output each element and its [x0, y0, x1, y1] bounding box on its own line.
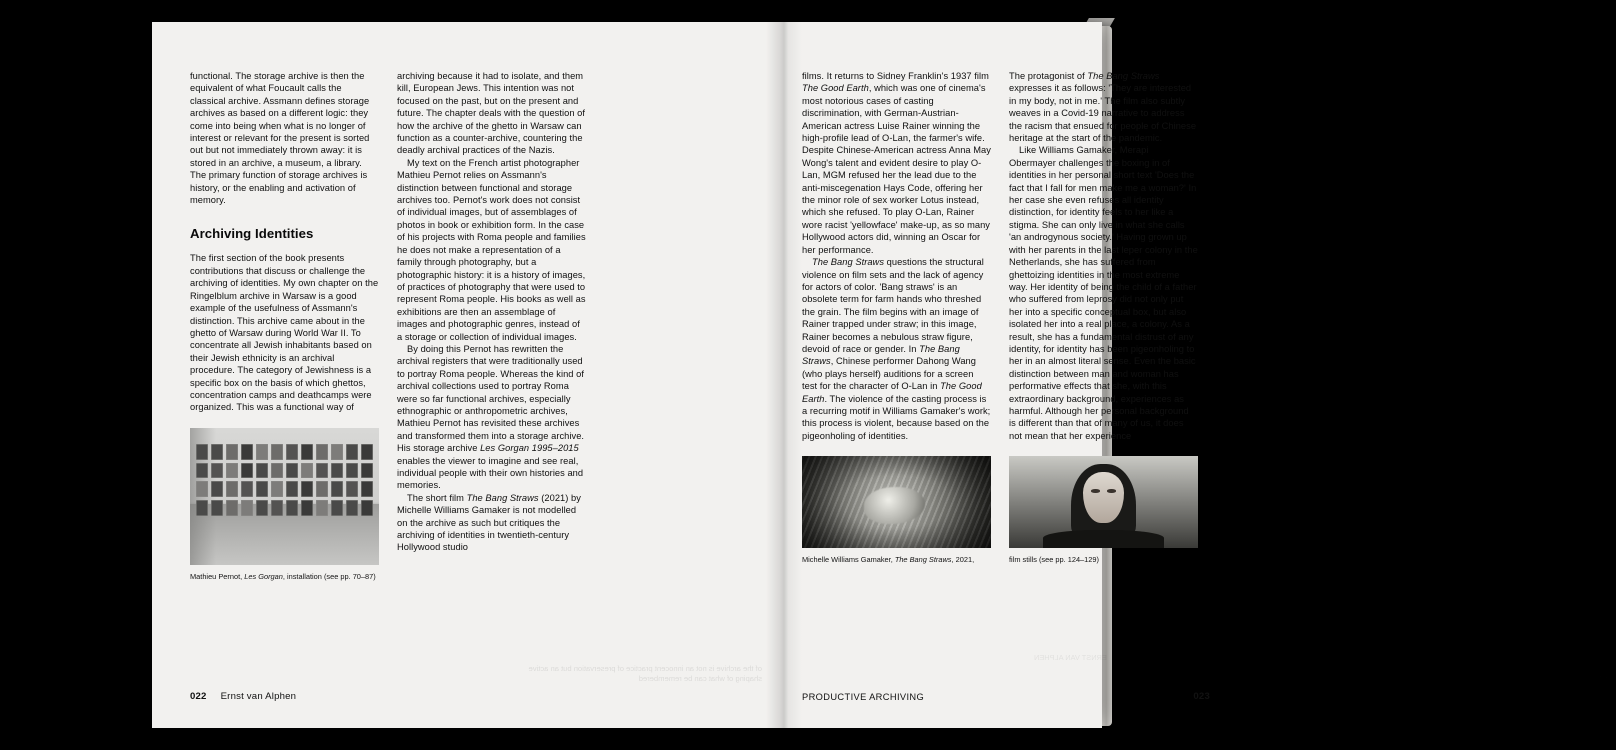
paragraph-part: By doing this Pernot has rewritten the archival registers that were traditionally used to portray Roma people. Whereas the kind of archival collections used to portray Roma were so far functional archives, especially ethnographic or anthropometric archives, Mathieu Pernot has revisited these archives and transformed them into a storage archive. His storage archive [397, 343, 585, 454]
portrait-shoulders [1043, 530, 1164, 548]
paragraph: Like Williams Gamaker, Merapi Obermayer challenges the boxing in of identities in her personal short text 'Does the fact that I fall for men make me a woman?' In her case she even refuses all identity distinction, for identity feels to her like a stigma. She can only live in what she calls 'an androgynous society.' Having grown up with her parents in the last leper colony in the Netherlands, she has suffered from ghettoizing identities in the most extreme way. Her identity of being the child of a father who suffered from leprosy did not only put her into a specific conceptual box, but also isolated her into a real place, a colony. As a result, she has a fundamental distrust of any identity, for identity has been pigeonholing to her in an almost literal sense. Even the basic distinction between man and woman has performative effects that she, with this extraordinary background, experiences as harmful. Although her personal background is different than that of many of us, it does not mean that her experience [1009, 145, 1198, 441]
gallery-framed-photos [196, 444, 373, 516]
paragraph [397, 492, 586, 554]
paragraph [397, 343, 586, 492]
film-title: The Bang Straws [812, 257, 885, 268]
caption-text: Mathieu Pernot, [190, 571, 245, 581]
right-page [784, 22, 1616, 728]
work-title: Les Gorgan 1995–2015 [480, 443, 579, 454]
gallery-installation-photo [190, 428, 379, 565]
right-column-2 [1009, 70, 1198, 565]
figure-film-still-b [1009, 456, 1198, 564]
body-text-block [190, 70, 379, 206]
film-title: The Bang Straws [802, 343, 960, 367]
paragraph: The first section of the book presents contributions that discuss or challenge the archiving of identities. My own chapter on the Ringelblum archive in Warsaw is a good example of the usefulness of Assmann's distinction. This archive came about in the ghetto of Warsaw during World War II. To concentrate all Jewish inhabitants based on their Jewish ethnicity is an archival procedure. The category of Jewishness is a specific box on the basis of which ghettos, concentration camps and deathcamps were organized. This was a functional way of [190, 253, 379, 413]
right-page-columns [802, 70, 1198, 565]
paragraph-part: films. It returns to Sidney Franklin's 1937 film [802, 71, 989, 81]
film-title: The Good Earth [802, 83, 869, 94]
folio-right-number [1193, 691, 1210, 702]
right-column-1 [802, 70, 991, 565]
paragraph-part: The protagonist of [1009, 71, 1088, 81]
caption-title: The Bang Straws [894, 555, 952, 565]
left-page [152, 22, 784, 728]
paragraph-part: questions the structural violence on film sets and the lack of agency for actors of color. 'Bang straws' is an obsolete term for farm hands who threshed the grain. The film begins with an image of Rainer trapped under straw; in this image, Rainer becomes a nebulous straw figure, devoid of race or gender. In [802, 257, 984, 354]
paragraph: archiving because it had to isolate, and them kill, European Jews. This intention was not focused on the past, but on the present and future. The chapter deals with the question of how the archive of the ghetto in Warsaw can function as a counter-archive, countering the deadly archival practices of the Nazis. [397, 71, 586, 156]
portrait-eye-left [1091, 489, 1100, 492]
paragraph: My text on the French artist photographer Mathieu Pernot relies on Assmann's distinction between functional and storage archives too. Pernot's work does not consist of individual images, but of assemblages of photos in book or exhibition form. In the case of his projects with Roma people and families he does not make a representation of a family through photography, but a photographic history: it is a history of images, of practices of photography that were used to represent Roma people. His books as well as exhibitions are then an assemblage of images and photographic genres, instead of a storage or collection of individual images. [397, 157, 586, 342]
paragraph-part: (2021) by Michelle Williams Gamaker is not modelled on the archive as such but critiques the archiving of identities in twentieth-century Hollywood studio [397, 492, 581, 553]
body-text-block [190, 252, 379, 413]
folio-right [802, 692, 924, 702]
caption-text-2: , 2021, [951, 555, 975, 565]
figure-caption [190, 572, 379, 581]
paragraph-part: expresses it as follows: 'They are interested in my body, not in me.' The film also subtly weaves in a Covid-19 narrative to address the racism that ensued for people of Chinese heritage at the start of the pandemic. [1009, 83, 1197, 144]
bleed-through-text: of the archive is not an innocent practice of preservation but an active shaping of what can be remembered [528, 664, 762, 683]
paragraph-part: . The violence of the casting process is a recurring motif in Williams Gamaker's work; this process is violent, because based on the pigeonholing of identities. [802, 393, 991, 441]
left-column-1 [190, 70, 379, 581]
left-column-2 [397, 70, 586, 581]
film-still-straw-photo [802, 456, 991, 548]
paragraph-part: enables the viewer to imagine and see real, individual people with their own histories and memories. [397, 455, 584, 491]
caption-text-2: , installation (see pp. 70–87) [282, 571, 376, 581]
paragraph [802, 256, 991, 442]
film-still-portrait-photo [1009, 456, 1198, 548]
body-text-block [802, 70, 991, 442]
page-number: 022 [190, 691, 207, 702]
film-title: The Bang Straws [1087, 71, 1160, 81]
paragraph [802, 70, 991, 256]
paragraph [1009, 70, 1198, 144]
paragraph-part: , which was one of cinema's most notorious cases of casting discrimination, with German-Austrian-American actress Luise Rainer winning the high-profile lead of O-Lan, the farmer's wife. Despite Chinese-American actress Anna May Wong's talent and evident desire to play O-Lan, MGM refused her the lead due to the anti-miscegenation Hays Code, offering her the minor role of sex worker Lotus instead, which she refused. To play O-Lan, Rainer wore racist 'yellowface' make-up, as so many Hollywood actors did, winning an Oscar for her performance. [802, 83, 991, 255]
section-heading: Archiving Identities [190, 226, 314, 242]
vignette [802, 456, 991, 548]
book-spread [152, 22, 1616, 728]
folio-left [190, 691, 296, 702]
folio-author: Ernst van Alphen [220, 691, 297, 702]
portrait-eye-right [1107, 489, 1116, 492]
bleed-through-text-right: ERNST VAN ALPHEN [1034, 652, 1107, 662]
caption-title: Les Gorgan [244, 571, 283, 581]
figure-gallery [190, 428, 379, 581]
caption-text: Michelle Williams Gamaker, [802, 555, 895, 565]
bleed-through-text-mid: counter-archive countering the deadly archival practices [1464, 663, 1616, 682]
figure-caption: film stills (see pp. 124–129) [1009, 555, 1099, 565]
left-page-columns [190, 70, 586, 581]
running-head: PRODUCTIVE ARCHIVING [802, 692, 925, 702]
paragraph-part: , Chinese performer Dahong Wang (who plays herself) auditions for a screen test for the character of O-Lan in [802, 356, 976, 392]
figure-film-still-a [802, 456, 991, 564]
work-title: The Bang Straws [466, 492, 539, 503]
paragraph-part: The short film [407, 492, 467, 503]
paragraph: functional. The storage archive is then the equivalent of what Foucault calls the classical archive. Assmann defines storage archives as based on a different logic: they come into being when what is no longer of interest or relevant for the present is sorted out but not immediately thrown away: it is stored in an archive, a museum, a library. The primary function of storage archives is history, or the enabling and activation of memory. [190, 71, 370, 206]
page-number: 023 [1193, 691, 1210, 702]
body-text-block [1009, 70, 1198, 442]
body-text-block [397, 70, 586, 554]
figure-caption [802, 555, 991, 564]
film-title: The Good Earth [802, 381, 982, 404]
